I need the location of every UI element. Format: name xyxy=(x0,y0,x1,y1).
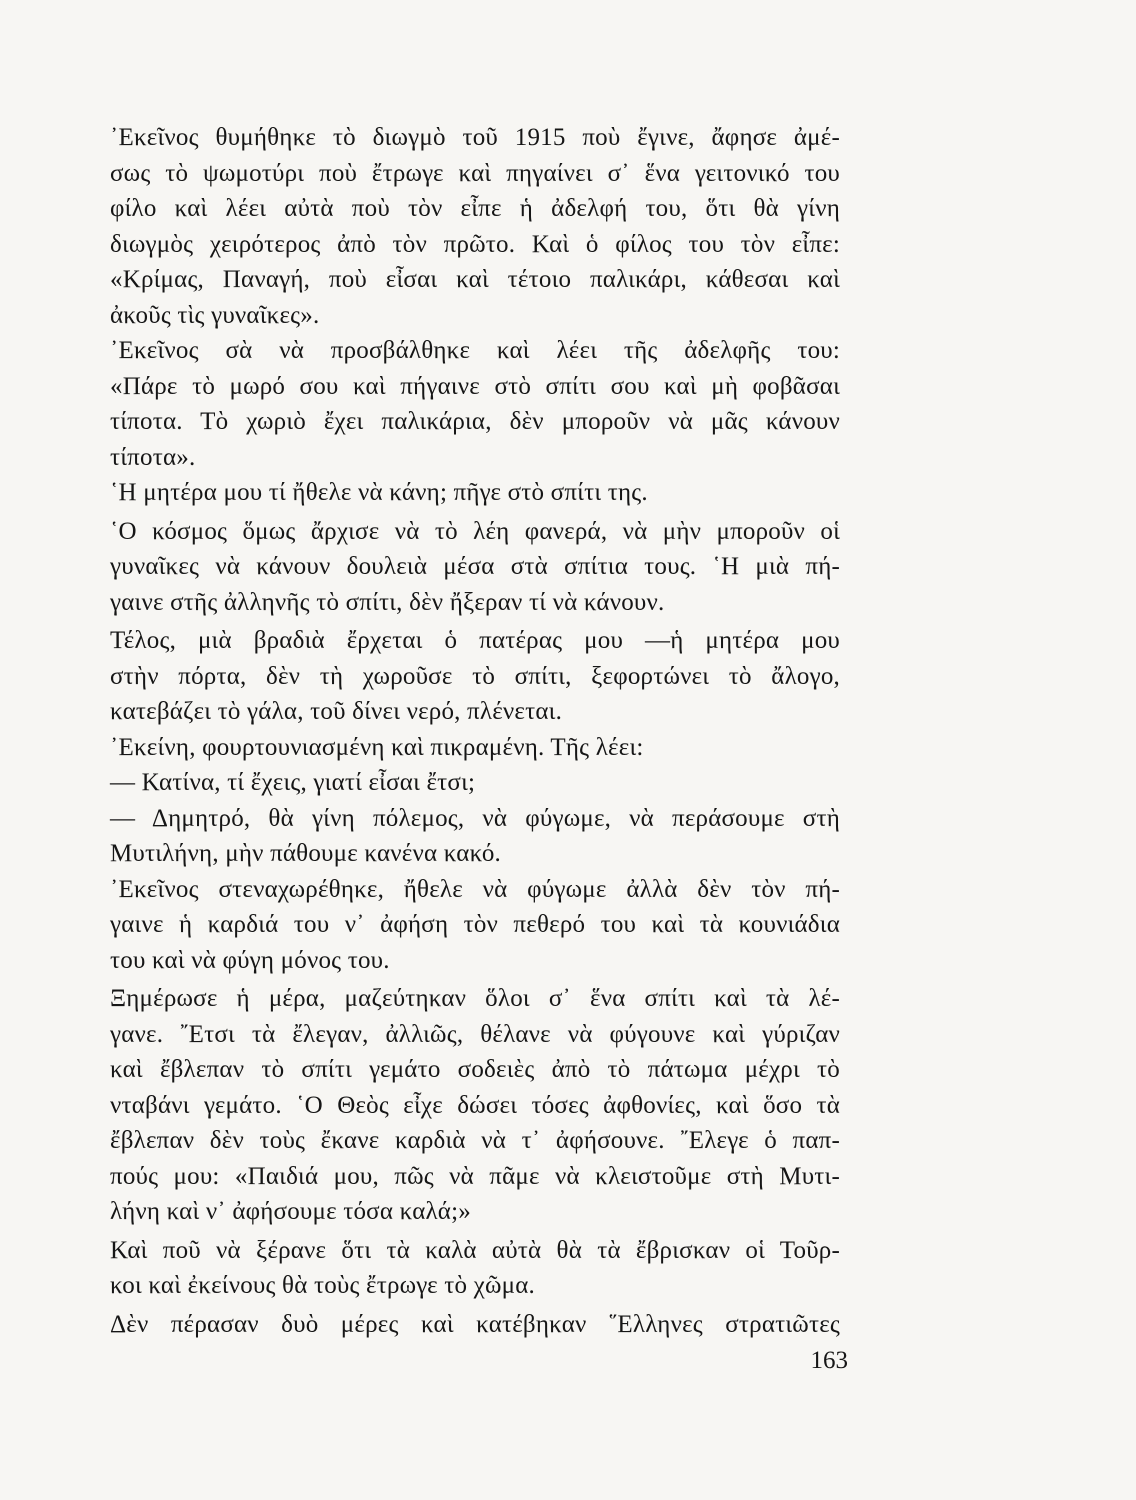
text-line: ᾽Εκείνη, φουρτουνιασμένη καὶ πικραμένη. Τῆς λέει: xyxy=(110,733,644,761)
text-line: γυναῖκες νὰ κάνουν δουλειὰ μέσα στὰ σπίτια τους. ῾Η μιὰ πή- xyxy=(110,553,840,580)
text-line: τίποτα». xyxy=(110,443,196,471)
text-line: ᾽Εκεῖνος στεναχωρέθηκε, ἤθελε νὰ φύγωμε ἀλλὰ δὲν τὸν πή- xyxy=(110,875,840,903)
text-line: ᾽Εκεῖνος σὰ νὰ προσβάλθηκε καὶ λέει τῆς ἀδελφῆς του: xyxy=(110,337,840,364)
text-line: Μυτιλήνη, μὴν πάθουμε κανένα κακό. xyxy=(110,840,501,867)
text-line: ῾Η μητέρα μου τί ἤθελε νὰ κάνη; πῆγε στὸ σπίτι της. xyxy=(110,479,648,506)
text-line: Δὲν πέρασαν δυὸ μέρες καὶ κατέβηκαν ῞Ελληνες στρατιῶτες xyxy=(110,1310,840,1338)
text-line: ἔβλεπαν δὲν τοὺς ἔκανε καρδιὰ νὰ τ᾽ ἀφήσουνε. ῎Ελεγε ὁ παπ- xyxy=(110,1127,840,1154)
text-line: γαινε στῆς ἀλληνῆς τὸ σπίτι, δὲν ἤξεραν τί νὰ κάνουν. xyxy=(110,588,665,616)
text-line: στὴν πόρτα, δὲν τὴ χωροῦσε τὸ σπίτι, ξεφορτώνει τὸ ἄλογο, xyxy=(110,662,840,690)
text-line: — Κατίνα, τί ἔχεις, γιατί εἶσαι ἔτσι; xyxy=(110,769,476,796)
text-line: «Πάρε τὸ μωρό σου καὶ πήγαινε στὸ σπίτι σου καὶ μὴ φοβᾶσαι xyxy=(110,372,840,400)
text-line: φίλο καὶ λέει αὐτὰ ποὺ τὸν εἶπε ἡ ἀδελφή του, ὅτι θὰ γίνη xyxy=(110,195,840,222)
body-text xyxy=(110,120,840,1342)
text-line: σως τὸ ψωμοτύρι ποὺ ἔτρωγε καὶ πηγαίνει σ᾽ ἕνα γειτονικό του xyxy=(110,159,840,187)
text-line: ῾Ο κόσμος ὅμως ἄρχισε νὰ τὸ λέη φανερά, νὰ μὴν μποροῦν οἱ xyxy=(110,517,840,545)
text-line: κοι καὶ ἐκείνους θὰ τοὺς ἔτρωγε τὸ χῶμα. xyxy=(110,1272,535,1299)
text-line: διωγμὸς χειρότερος ἀπὸ τὸν πρῶτο. Καὶ ὁ φίλος του τὸν εἶπε: xyxy=(110,230,840,258)
text-line: Τέλος, μιὰ βραδιὰ ἔρχεται ὁ πατέρας μου —ἡ μητέρα μου xyxy=(110,627,840,654)
text-line: πούς μου: «Παιδιά μου, πῶς νὰ πᾶμε νὰ κλειστοῦμε στὴ Μυτι- xyxy=(110,1162,840,1190)
text-line: Καὶ ποῦ νὰ ξέρανε ὅτι τὰ καλὰ αὐτὰ θὰ τὰ ἔβρισκαν οἱ Τοῦρ- xyxy=(110,1236,840,1264)
text-line: «Κρίμας, Παναγή, ποὺ εἶσαι καὶ τέτοιο παλικάρι, κάθεσαι καὶ xyxy=(110,266,840,293)
text-line: γαινε ἡ καρδιά του ν᾽ ἀφήση τὸν πεθερό του καὶ τὰ κουνιάδια xyxy=(110,911,840,938)
text-line: Ξημέρωσε ἡ μέρα, μαζεύτηκαν ὅλοι σ᾽ ἕνα σπίτι καὶ τὰ λέ- xyxy=(110,985,840,1012)
page-number: 163 xyxy=(810,1347,848,1374)
text-line: ἀκοῦς τὶς γυναῖκες». xyxy=(110,301,320,329)
text-line: λήνη καὶ ν᾽ ἀφήσουμε τόσα καλά;» xyxy=(110,1198,471,1225)
text-line: γανε. ῎Ετσι τὰ ἔλεγαν, ἀλλιῶς, θέλανε νὰ φύγουνε καὶ γύριζαν xyxy=(110,1020,840,1048)
text-line: κατεβάζει τὸ γάλα, τοῦ δίνει νερό, πλένεται. xyxy=(110,698,563,725)
text-line: νταβάνι γεμάτο. ῾Ο Θεὸς εἶχε δώσει τόσες ἀφθονίες, καὶ ὅσο τὰ xyxy=(110,1091,840,1119)
text-line: του καὶ νὰ φύγη μόνος του. xyxy=(110,946,390,974)
text-line: τίποτα. Τὸ χωριὸ ἔχει παλικάρια, δὲν μποροῦν νὰ μᾶς κάνουν xyxy=(110,408,840,435)
text-line: — Δημητρό, θὰ γίνη πόλεμος, νὰ φύγωμε, νὰ περάσουμε στὴ xyxy=(110,804,840,832)
text-line: ᾽Εκεῖνος θυμήθηκε τὸ διωγμὸ τοῦ 1915 ποὺ ἔγινε, ἄφησε ἀμέ- xyxy=(110,124,840,151)
text-line: καὶ ἔβλεπαν τὸ σπίτι γεμάτο σοδειὲς ἀπὸ τὸ πάτωμα μέχρι τὸ xyxy=(110,1056,840,1083)
